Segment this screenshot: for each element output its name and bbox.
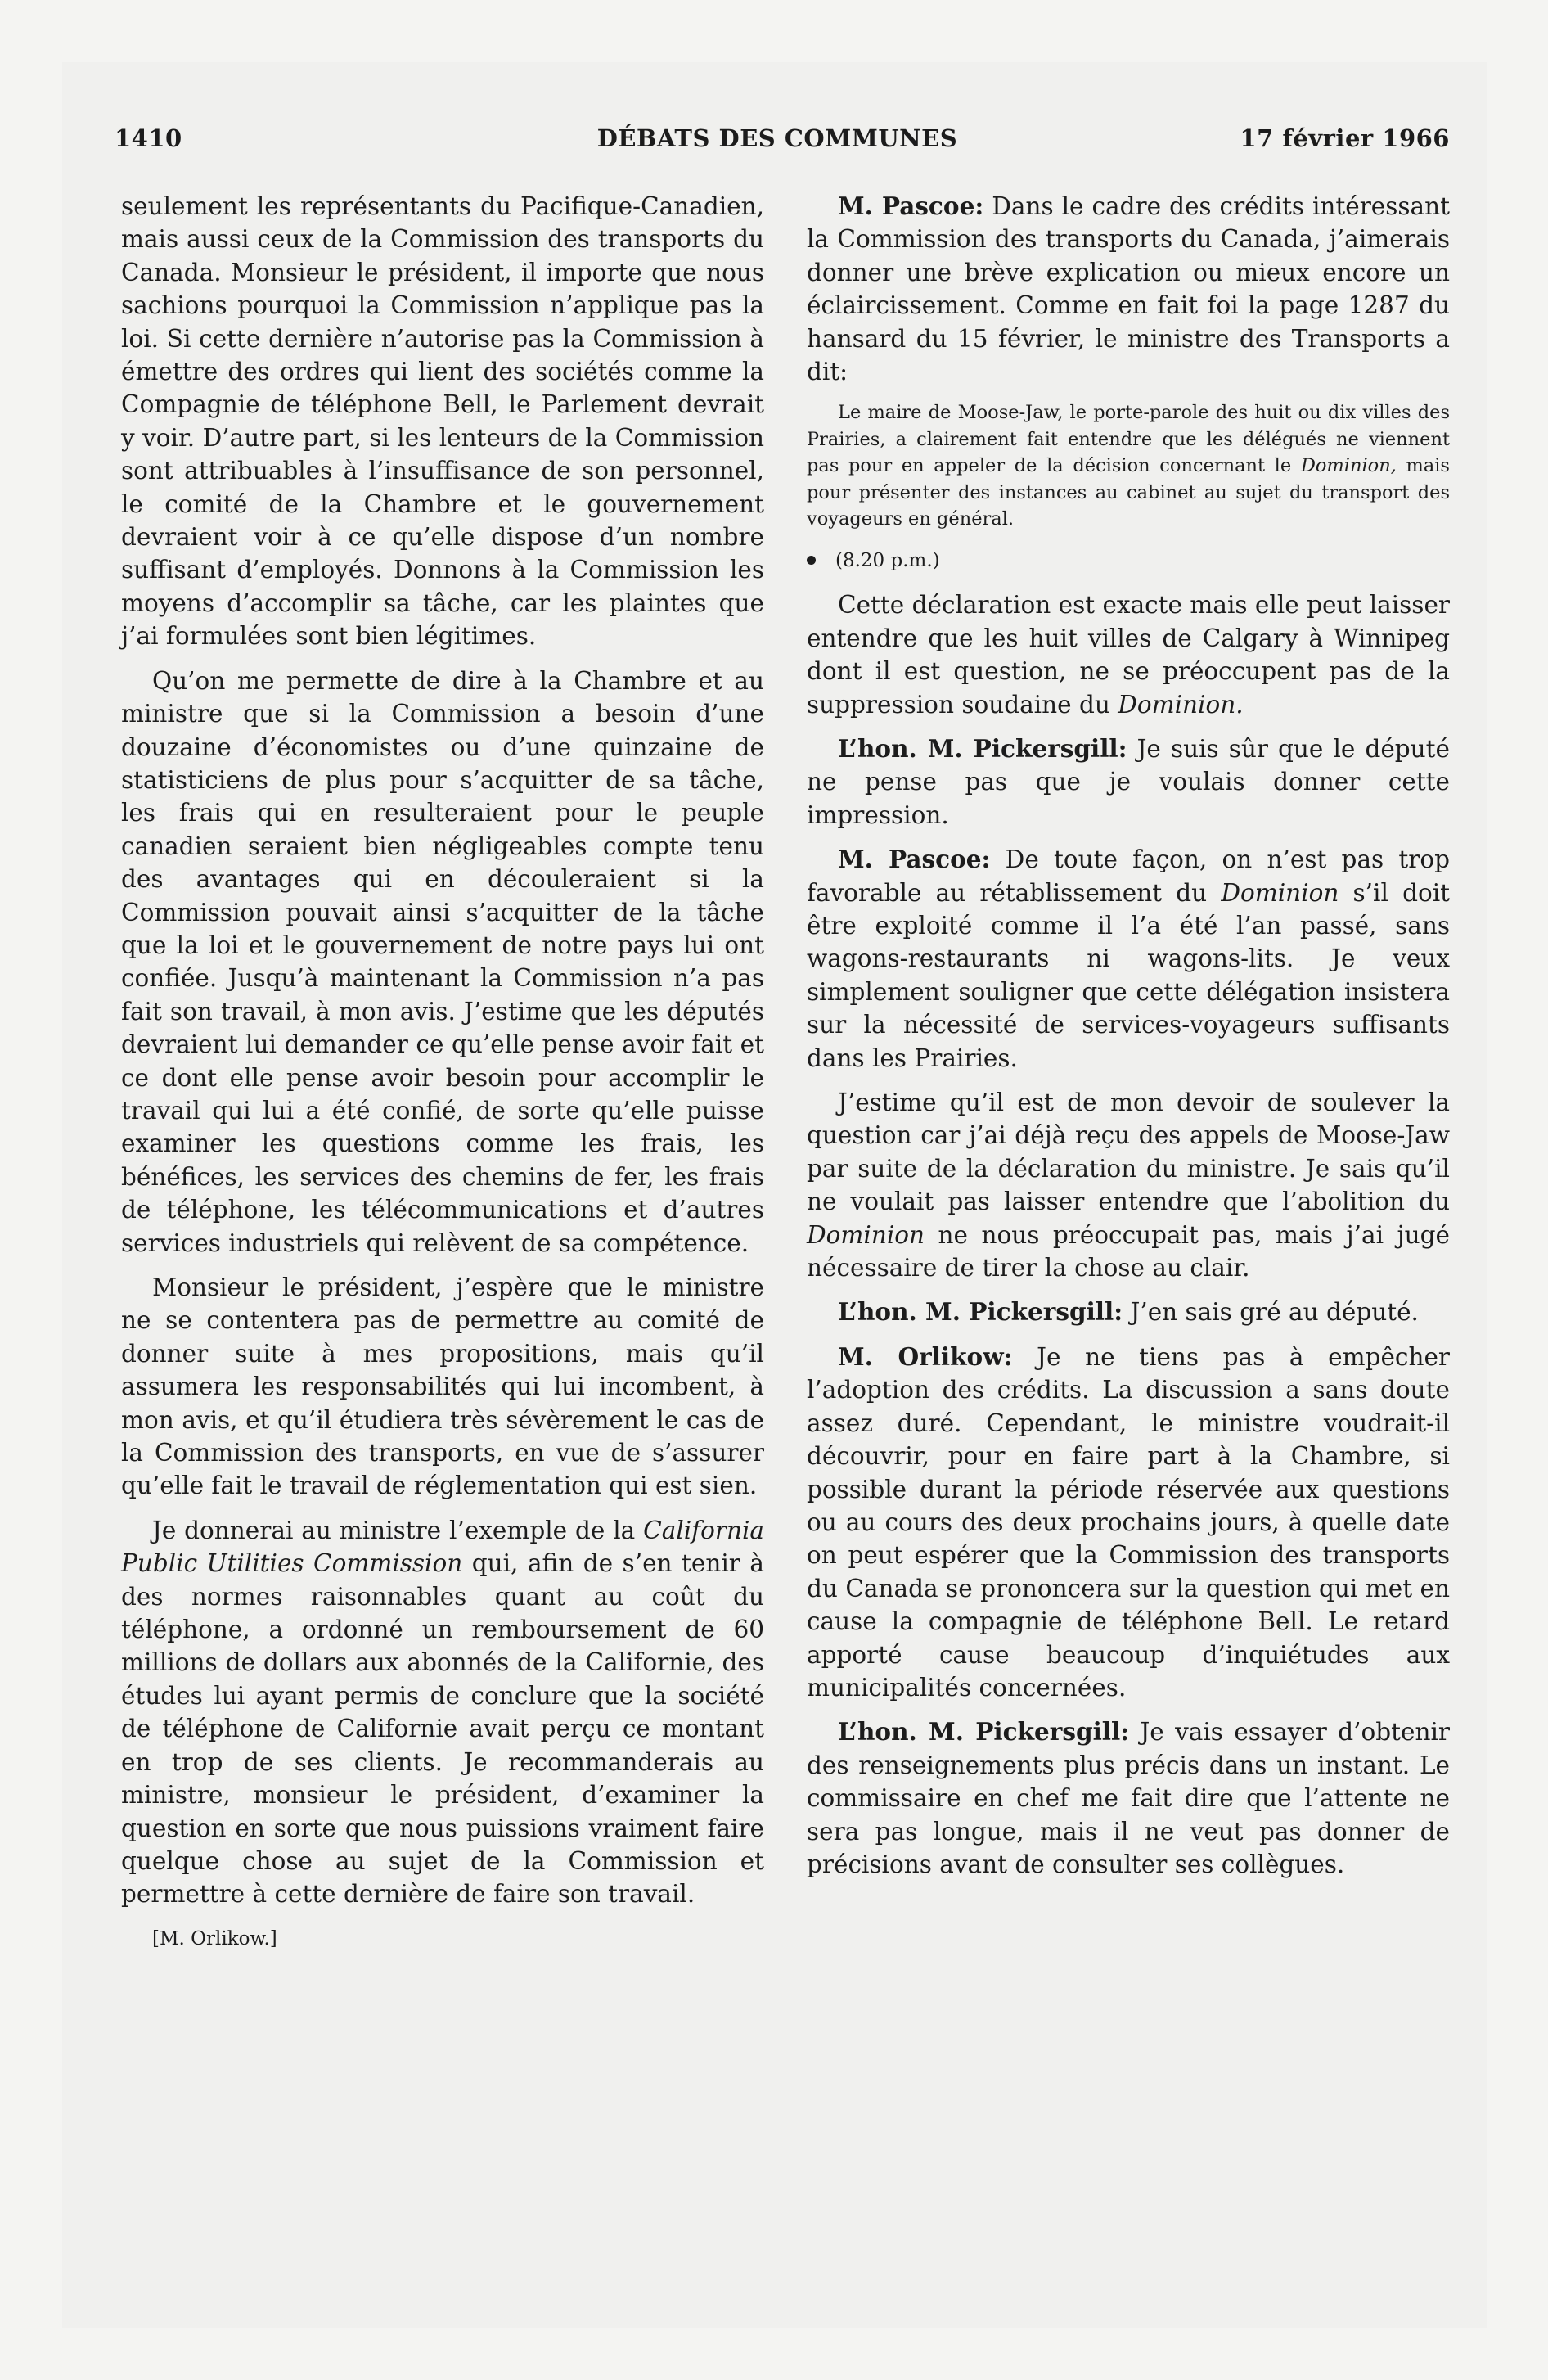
time-marker: (8.20 p.m.) bbox=[807, 544, 1450, 577]
speech-paragraph: M. Pascoe: De toute façon, on n’est pas trop favorable au rétablissement du Dominion s’il doit être exploité comme il l’a été l’an passé, sans wagons-restaurants ni wagons-lits. Je veux simplement souligner que cette délégation insistera sur la nécessité de services-voyageurs suffisants dans les Prairies. bbox=[807, 845, 1451, 1072]
left-column bbox=[121, 190, 764, 1967]
speech-paragraph: M. Orlikow: Je ne tiens pas à empêcher l’adoption des crédits. La discussion a sans doute assez duré. Cependant, le ministre voudrait-il découvrir, pour en faire part à la Chambre, si possible durant la période réservée aux questions ou au cours des deux prochains jours, à quelle date on peut espérer que la Commission des transports du Canada se prononcera sur la question qui met en cause la compagnie de téléphone Bell. Le retard apporté cause beaucoup d’inquiétudes aux municipalités concernées. bbox=[807, 1341, 1450, 1702]
page-number: 1410 bbox=[115, 124, 182, 152]
paragraph: Cette déclaration est exacte mais elle peut laisser entendre que les huit villes de Calgary à Winnipeg dont il est question, ne se préoccupent pas de la suppression soudaine du Dominion. bbox=[807, 591, 1450, 719]
sitting-date: 17 février 1966 bbox=[1240, 124, 1450, 152]
speaker-name: L’hon. M. Pickersgill: bbox=[838, 1717, 1130, 1747]
speech-paragraph: L’hon. M. Pickersgill: Je suis sûr que le député ne pense pas que je voulais donner cette impression. bbox=[807, 733, 1450, 829]
speech-paragraph: M. Pascoe: Dans le cadre des crédits intéressant la Commission des transports du Canada, j’aimerais donner une brève explication ou mieux encore un éclaircissement. Comme en fait foi la page 1287 du hansard du 15 février, le ministre des Transports a dit: bbox=[807, 192, 1450, 386]
paragraph: Monsieur le président, j’espère que le ministre ne se contentera pas de permettre au comité de donner suite à mes propositions, mais qu’il assumera les responsabilités qui lui incombent, à mon avis, et qu’il étudiera très sévèrement le cas de la Commission des transports, en vue de s’assurer qu’elle fait le travail de réglementation qui est sien. bbox=[121, 1273, 764, 1500]
speaker-attribution: [M. Orlikow.] bbox=[152, 1927, 277, 1950]
publication-title: DÉBATS DES COMMUNES bbox=[596, 124, 958, 152]
speaker-name: L’hon. M. Pickersgill: bbox=[838, 1297, 1123, 1327]
speech-paragraph: L’hon. M. Pickersgill: J’en sais gré au député. bbox=[838, 1297, 1419, 1327]
paragraph: seulement les représentants du Pacifique-Canadien, mais aussi ceux de la Commission des transports du Canada. Monsieur le président, il importe que nous sachions pourquoi la Commission n’applique pas la loi. Si cette dernière n’autorise pas la Commission à émettre des ordres qui lient des sociétés comme la Compagnie de téléphone Bell, le Parlement devrait y voir. D’autre part, si les lenteurs de la Commission sont attribuables à l’insuffisance de son personnel, le comité de la Chambre et le gouvernement devraient voir à ce qu’elle dispose d’un nombre suffisant d’employés. Donnons à la Commission les moyens d’accomplir sa tâche, car les plaintes que j’ai formulées sont bien légitimes. bbox=[121, 192, 764, 651]
speaker-name: M. Pascoe: bbox=[838, 192, 984, 220]
bullet-icon bbox=[807, 556, 816, 565]
page-header bbox=[105, 119, 1450, 160]
paragraph: Qu’on me permette de dire à la Chambre et au ministre que si la Commission a besoin d’une douzaine d’économistes ou d’une quinzaine de statisticiens de plus pour s’acquitter de sa tâche, les frais qui en resulteraient pour le peuple canadien seraient bien négligeables compte tenu des avantages qui en découleraient si la Commission pouvait ainsi s’acquitter de la tâche que la loi et le gouvernement de notre pays lui ont confiée. Jusqu’à maintenant la Commission n’a pas fait son travail, à mon avis. J’estime que les députés devraient lui demander ce qu’elle pense avoir fait et ce dont elle pense avoir besoin pour accomplir le travail qui lui a été confié, de sorte qu’elle puisse examiner les questions comme les frais, les bénéfices, les services des chemins de fer, les frais de téléphone, les télécommunications et d’autres services industriels qui relèvent de sa compétence. bbox=[121, 666, 764, 1257]
speaker-name: L’hon. M. Pickersgill: bbox=[838, 733, 1127, 763]
paragraph: Je donnerai au ministre l’exemple de la California Public Utilities Commission qui, afin de s’en tenir à des normes raisonnables quant au coût du téléphone, a ordonné un remboursement de 60 millions de dollars aux abonnés de la Californie, des études lui ayant permis de conclure que la société de téléphone de Californie avait perçu ce montant en trop de ses clients. Je recommanderais au ministre, monsieur le président, d’examiner la question en sorte que nous puissions vraiment faire quelque chose au sujet de la Commission et permettre à cette dernière de faire son travail. bbox=[121, 1516, 764, 1909]
speaker-name: M. Pascoe: bbox=[838, 845, 991, 874]
speech-paragraph: L’hon. M. Pickersgill: Je vais essayer d’obtenir des renseignements plus précis dans un instant. Le commissaire en chef me fait dire que l’attente ne sera pas longue, mais il ne veut pas donner de précisions avant de consulter ses collègues. bbox=[807, 1717, 1450, 1878]
block-quote: Le maire de Moose-Jaw, le porte-parole des huit ou dix villes des Prairies, a clairement fait entendre que les délégués ne viennent pas pour en appeler de la décision concernant le Dominion, mais pour présenter des instances au cabinet au sujet du transport des voyageurs en général. bbox=[807, 402, 1450, 530]
paragraph: J’estime qu’il est de mon devoir de soulever la question car j’ai déjà reçu des appels de Moose-Jaw par suite de la déclaration du ministre. Je sais qu’il ne voulait pas laisser entendre que l’abolition du Dominion ne nous préoccupait pas, mais j’ai jugé nécessaire de tirer la chose au clair. bbox=[807, 1089, 1450, 1282]
italic-title: California Public Utilities Commission bbox=[121, 1516, 764, 1578]
speaker-name: M. Orlikow: bbox=[838, 1341, 1013, 1371]
right-column bbox=[807, 190, 1450, 1892]
